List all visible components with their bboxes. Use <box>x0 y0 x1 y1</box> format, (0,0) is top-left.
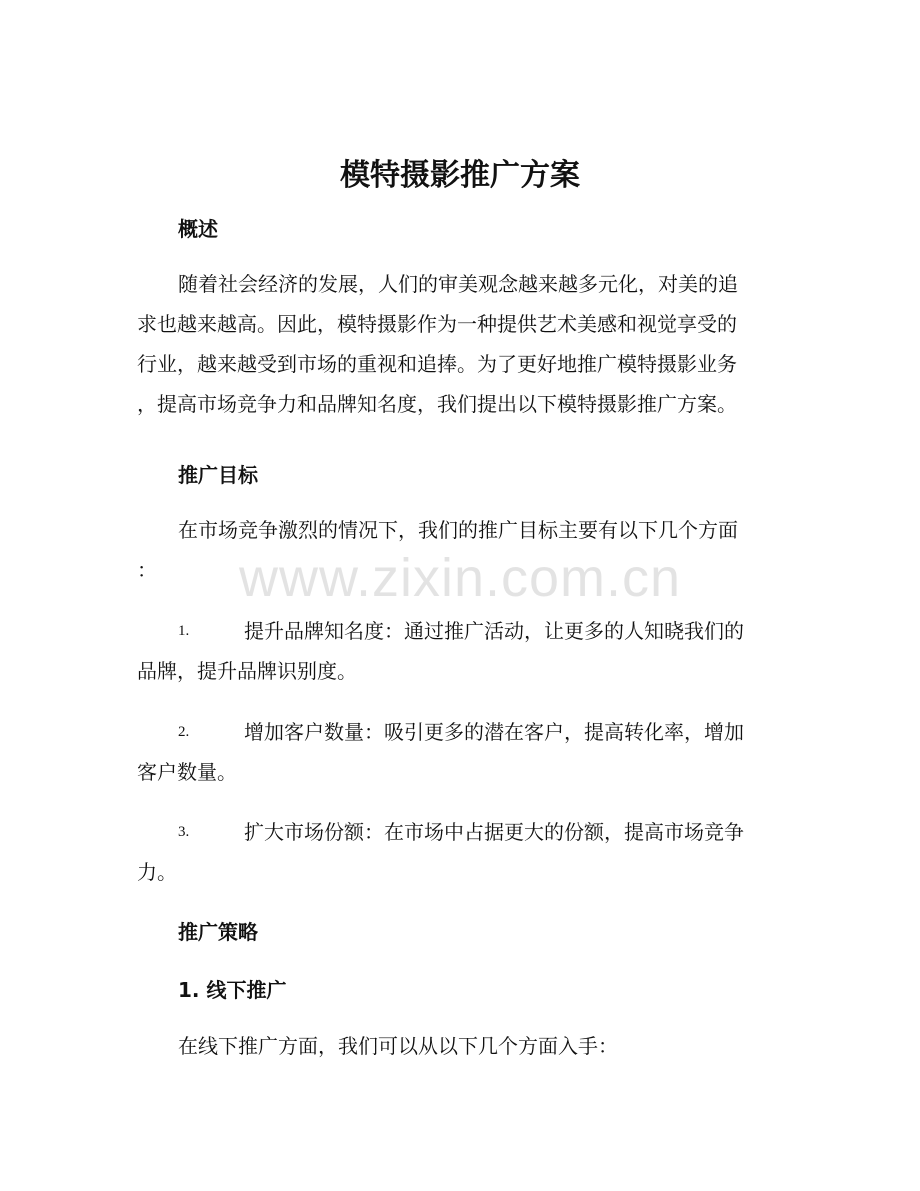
paragraph-line: 随着社会经济的发展，人们的审美观念越来越多元化，对美的追 <box>178 272 738 296</box>
watermark: www.zixin.com.cn <box>238 548 682 608</box>
list-item <box>137 712 777 792</box>
list-item-number: 1. <box>178 623 190 639</box>
overview-paragraph <box>137 264 777 424</box>
list-item <box>137 812 777 892</box>
list-item-number: 2. <box>178 724 190 740</box>
paragraph-line: 在线下推广方面，我们可以从以下几个方面入手： <box>178 1034 618 1058</box>
strategy-intro-paragraph <box>137 1026 777 1066</box>
list-item-line: 品牌，提升品牌识别度。 <box>137 659 357 683</box>
section-heading-strategy: 推广策略 <box>178 920 258 944</box>
goals-intro-paragraph <box>137 510 777 590</box>
paragraph-line: ，提高市场竞争力和品牌知名度，我们提出以下模特摄影推广方案。 <box>137 392 737 416</box>
paragraph-line: 行业，越来越受到市场的重视和追捧。为了更好地推广模特摄影业务 <box>137 352 737 376</box>
document-title: 模特摄影推广方案 <box>340 158 580 193</box>
paragraph-line: 求也越来越高。因此，模特摄影作为一种提供艺术美感和视觉享受的 <box>137 312 737 336</box>
list-item-line: 增加客户数量：吸引更多的潜在客户，提高转化率，增加 <box>244 720 744 744</box>
paragraph-line: ： <box>137 558 157 582</box>
section-heading-overview: 概述 <box>178 217 218 241</box>
list-item-line: 客户数量。 <box>137 760 237 784</box>
list-item <box>137 611 777 691</box>
sub-heading-offline: 1. 线下推广 <box>178 978 287 1002</box>
list-item-number: 3. <box>178 824 190 840</box>
list-item-line: 扩大市场份额：在市场中占据更大的份额，提高市场竞争 <box>244 820 744 844</box>
section-heading-goals: 推广目标 <box>178 463 258 487</box>
list-item-line: 提升品牌知名度：通过推广活动，让更多的人知晓我们的 <box>244 619 744 643</box>
list-item-line: 力。 <box>137 860 177 884</box>
paragraph-line: 在市场竞争激烈的情况下，我们的推广目标主要有以下几个方面 <box>178 518 738 542</box>
